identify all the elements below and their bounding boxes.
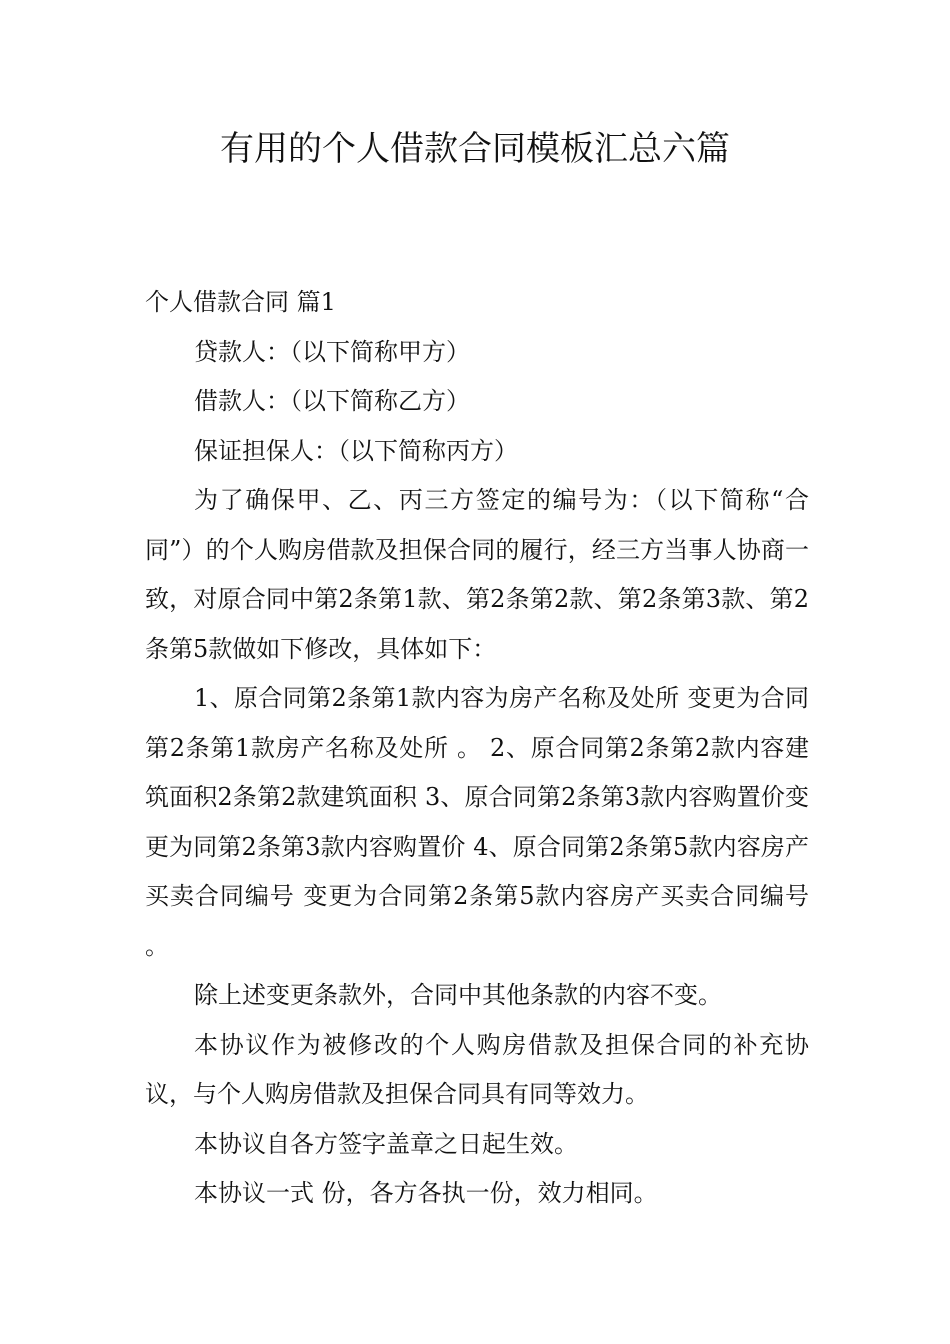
paragraph-amendments: 1、原合同第2条第1款内容为房产名称及处所 变更为合同第2条第1款房产名称及处所 。 2、原合同第2条第2款内容建筑面积2条第2款建筑面积 3、原合同第2条第3款内容购置价变更为同第2条第3款内容购置价 4、原合同第2条第5款内容房产买卖合同编号 变更为合同第2条第5款内容房产买卖合同编号 。 (145, 684, 809, 960)
paragraph-effective: 本协议自各方签字盖章之日起生效。 (194, 1129, 578, 1158)
section-heading: 个人借款合同 篇1 (145, 288, 336, 316)
paragraph-other-terms: 除上述变更条款外，合同中其他条款的内容不变。 (194, 981, 722, 1009)
paragraph-lender: 贷款人：（以下简称甲方） (194, 337, 470, 366)
paragraph-borrower: 借款人：（以下简称乙方） (194, 387, 470, 415)
paragraph-copies: 本协议一式 份，各方各执一份，效力相同。 (194, 1179, 658, 1207)
document-title: 有用的个人借款合同模板汇总六篇 (220, 129, 730, 169)
paragraph-purpose: 为了确保甲、乙、丙三方签定的编号为：（以下简称“合同”）的个人购房借款及担保合同的履行，经三方当事人协商一致，对原合同中第2条第1款、第2条第2款、第2条第3款、第2条第5款做如下修改，具体如下： (145, 486, 809, 663)
document-body (145, 278, 809, 1219)
paragraph-supplement: 本协议作为被修改的个人购房借款及担保合同的补充协议，与个人购房借款及担保合同具有同等效力。 (145, 1030, 809, 1108)
paragraph-guarantor: 保证担保人：（以下简称丙方） (194, 436, 518, 465)
